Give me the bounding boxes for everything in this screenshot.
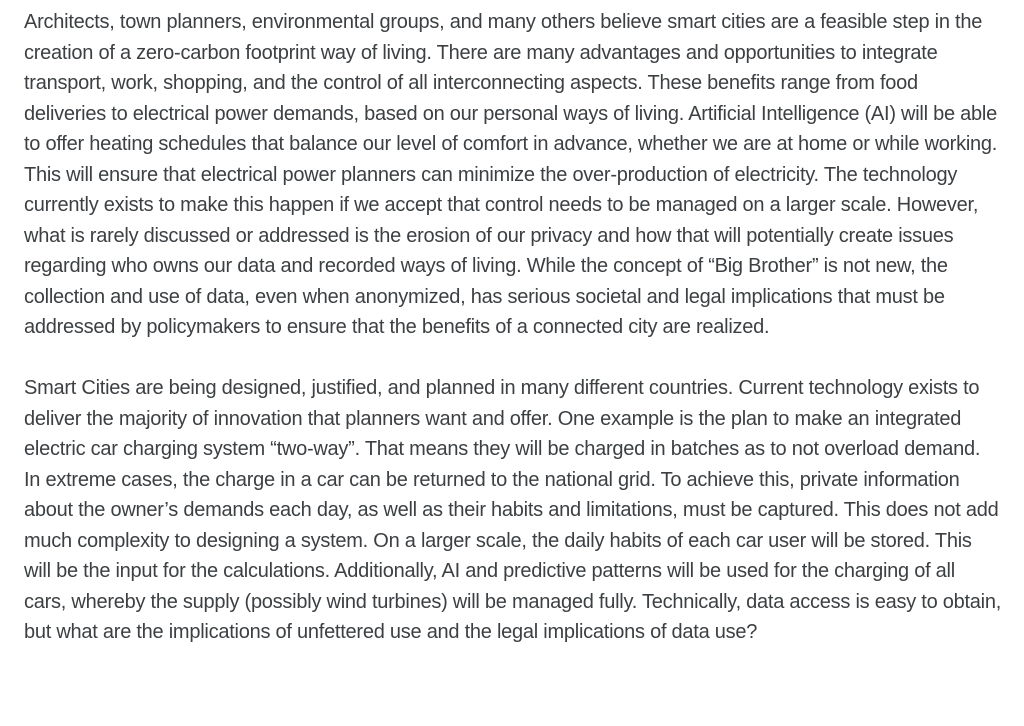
paragraph-smart-cities-design: Smart Cities are being designed, justified, and planned in many different countries. Current technology exists to deliver the majority of innovation that planners want and offer. One example is the plan to make an integrated electric car charging system “two-way”. That means they will be charged in batches as to not overload demand. In extreme cases, the charge in a car can be returned to the national grid. To achieve this, private information about the owner’s demands each day, as well as their habits and limitations, must be captured. This does not add much complexity to designing a system. On a larger scale, the daily habits of each car user will be stored. This will be the input for the calculations. Additionally, AI and predictive patterns will be used for the charging of all cars, whereby the supply (possibly wind turbines) will be managed fully. Technically, data access is easy to obtain, but what are the implications of unfettered use and the legal implications of data use?	[24, 377, 1007, 643]
paragraph-smart-cities-intro: Architects, town planners, environmental groups, and many others believe smart cities are a feasible step in the creation of a zero-carbon footprint way of living. There are many advantages and opportunities to integrate transport, work, shopping, and the control of all interconnecting aspects. These benefits range from food deliveries to electrical power demands, based on our personal ways of living. Artificial Intelligence (AI) will be able to offer heating schedules that balance our level of comfort in advance, whether we are at home or while working. This will ensure that electrical power planners can minimize the over-production of electricity. The technology currently exists to make this happen if we accept that control needs to be managed on a larger scale. However, what is rarely discussed or addressed is the erosion of our privacy and how that will potentially create issues regarding who owns our data and recorded ways of living. While the concept of “Big Brother” is not new, the collection and use of data, even when anonymized, has serious societal and legal implications that must be addressed by policymakers to ensure that the benefits of a connected city are realized.	[24, 11, 1003, 338]
